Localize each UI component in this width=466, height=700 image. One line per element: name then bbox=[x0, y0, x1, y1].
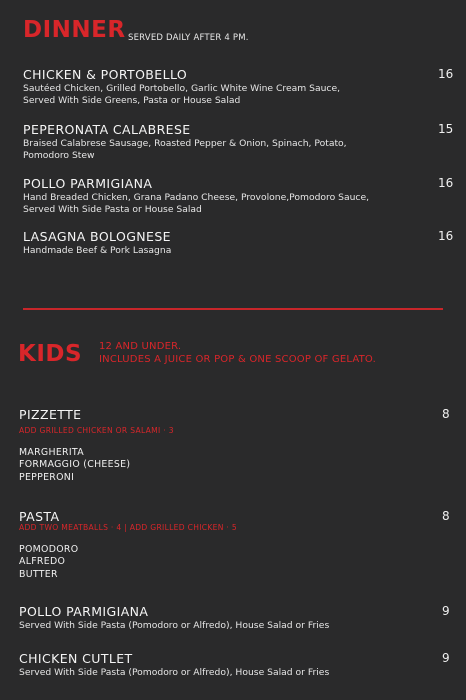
menu-item-name: PASTA bbox=[19, 509, 60, 524]
menu-item-description: Served With Side Pasta (Pomodoro or Alfredo), House Salad or Fries bbox=[19, 667, 330, 678]
menu-item-name: PIZZETTE bbox=[19, 407, 82, 422]
menu-item-price: 8 bbox=[442, 407, 450, 421]
menu-item-price: 16 bbox=[438, 67, 454, 81]
menu-item-description: Handmade Beef & Pork Lasagna bbox=[23, 245, 172, 256]
menu-item-description: Served With Side Pasta (Pomodoro or Alfredo), House Salad or Fries bbox=[19, 620, 330, 631]
menu-item-addon: ADD TWO MEATBALLS · 4 | ADD GRILLED CHICKEN · 5 bbox=[19, 523, 237, 532]
menu-item-price: 9 bbox=[442, 651, 450, 665]
menu-item-price: 16 bbox=[438, 229, 454, 243]
kids-section-subtitle: 12 AND UNDER. INCLUDES A JUICE OR POP & ONE SCOOP OF GELATO. bbox=[99, 341, 376, 365]
menu-item-name: CHICKEN & PORTOBELLO bbox=[23, 67, 188, 82]
menu-item-addon: ADD GRILLED CHICKEN OR SALAMI · 3 bbox=[19, 426, 174, 435]
menu-item-options: POMODORO ALFREDO BUTTER bbox=[19, 544, 79, 580]
dinner-section-title: DINNER bbox=[23, 17, 126, 43]
menu-item-name: LASAGNA BOLOGNESE bbox=[23, 229, 171, 244]
menu-item-description: Sautéed Chicken, Grilled Portobello, Garlic White Wine Cream Sauce, Served With Side Greens, Pasta or House Salad bbox=[23, 83, 341, 106]
menu-item-price: 8 bbox=[442, 509, 450, 523]
section-divider bbox=[23, 308, 443, 310]
menu-item-price: 16 bbox=[438, 176, 454, 190]
menu-item-name: PEPERONATA CALABRESE bbox=[23, 122, 191, 137]
menu-item-description: Braised Calabrese Sausage, Roasted Pepper & Onion, Spinach, Potato, Pomodoro Stew bbox=[23, 138, 347, 161]
menu-item-name: CHICKEN CUTLET bbox=[19, 651, 133, 666]
kids-section-title: KIDS bbox=[18, 341, 83, 367]
menu-item-name: POLLO PARMIGIANA bbox=[23, 176, 153, 191]
menu-item-price: 9 bbox=[442, 604, 450, 618]
menu-item-description: Hand Breaded Chicken, Grana Padano Cheese, Provolone,Pomodoro Sauce, Served With Side Pasta or House Salad bbox=[23, 192, 370, 215]
menu-item-name: POLLO PARMIGIANA bbox=[19, 604, 149, 619]
menu-item-price: 15 bbox=[438, 122, 454, 136]
menu-item-options: MARGHERITA FORMAGGIO (CHEESE) PEPPERONI bbox=[19, 447, 131, 483]
dinner-section-subtitle: SERVED DAILY AFTER 4 PM. bbox=[128, 33, 249, 43]
